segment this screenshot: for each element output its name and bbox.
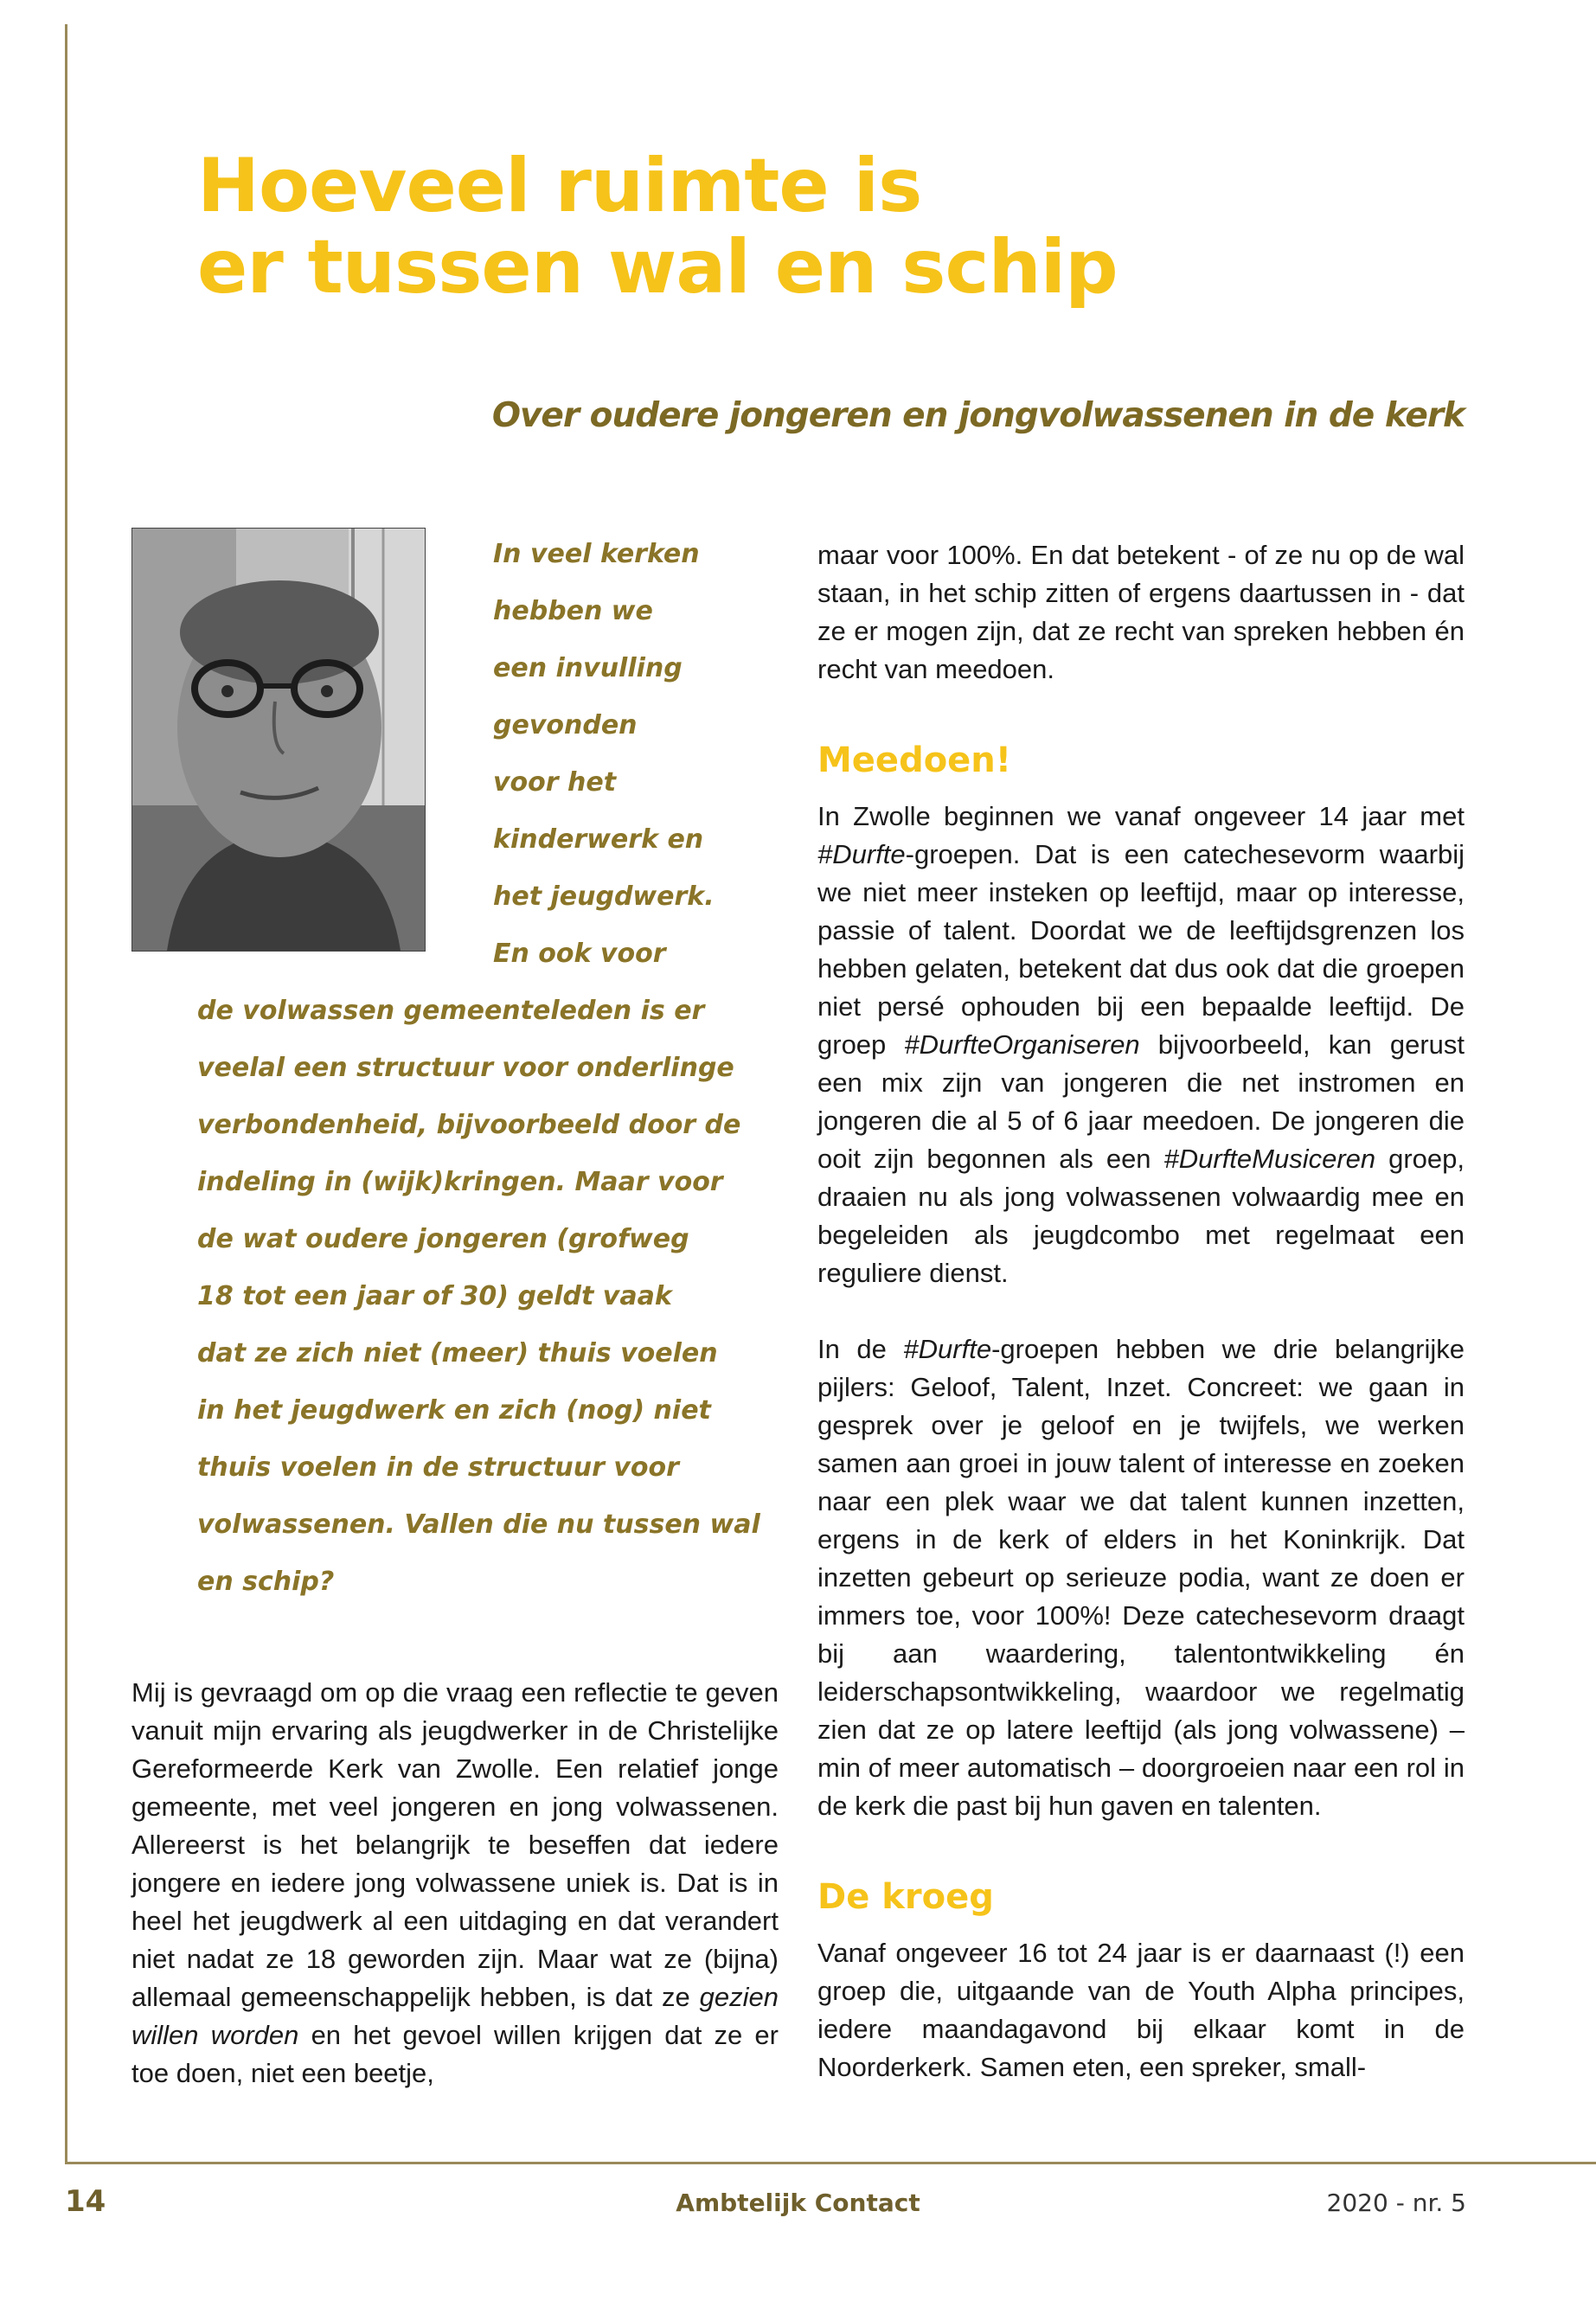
body-column-left: [131, 1674, 779, 2093]
article-subtitle: Over oudere jongeren en jongvolwassenen in de kerk: [491, 396, 1465, 435]
article-title: [197, 143, 1118, 311]
intro-line: verbondenheid, bijvoorbeeld door de: [197, 1110, 741, 1140]
text-run: Mij is gevraagd om op die vraag een reflectie te geven vanuit mijn ervaring als jeugdwerker in de Christelijke Gereformeerde Kerk van Zwolle. Een relatief jonge gemeente, met veel jongeren en jong volwassenen. Allereerst is het belangrijk te beseffen dat iedere jongere en iedere jong volwassene uniek is. Dat is in heel het jeugdwerk al een uitdaging en dat verandert niet nadat ze 18 geworden zijn. Maar wat ze (bijna) allemaal gemeenschappelijk hebben, is dat ze: [131, 1677, 779, 2012]
text-run: In de: [817, 1334, 904, 1364]
section-heading-de-kroeg: De kroeg: [817, 1877, 994, 1917]
left-margin-rule: [65, 24, 67, 2164]
intro-line: volwassenen. Vallen die nu tussen wal: [197, 1509, 760, 1540]
footer-rule: [65, 2162, 1596, 2164]
intro-line: 18 tot een jaar of 30) geldt vaak: [197, 1281, 672, 1311]
intro-line: hebben we: [493, 596, 653, 626]
author-photo: [131, 528, 426, 952]
intro-line: een invulling: [493, 653, 683, 683]
emphasis: gezien willen worden: [131, 1982, 779, 2050]
text-run: -groepen. Dat is een catechesevorm waarbij we niet meer insteken op leeftijd, maar op interesse, passie of talent. Doordat we de leeftijdsgrenzen los hebben gelaten, betekent dat dus ook dat die groepen niet persé ophouden bij een bepaalde leeftijd. De groep: [817, 839, 1465, 1060]
emphasis: #DurfteMusiceren: [1163, 1144, 1376, 1174]
intro-line: voor het: [493, 767, 617, 798]
page-number: 14: [65, 2184, 106, 2219]
intro-line: dat ze zich niet (meer) thuis voelen: [197, 1338, 718, 1368]
emphasis: #Durfte: [903, 1334, 992, 1364]
text-run: bijvoorbeeld, kan gerust een mix zijn van jongeren die net instromen en jongeren die al 5 of 6 jaar meedoen. De jongeren die ooit zijn begonnen als een: [817, 1029, 1465, 1174]
body-paragraph: [131, 1674, 779, 2093]
emphasis: #DurfteOrganiseren: [904, 1029, 1140, 1060]
body-column-right: [817, 536, 1465, 2086]
intro-line: indeling in (wijk)kringen. Maar voor: [197, 1167, 723, 1197]
intro-line: de wat oudere jongeren (grofweg: [197, 1224, 689, 1254]
text-run: -groepen hebben we drie belangrijke pijlers: Geloof, Talent, Inzet. Concreet: we gaan in gesprek over je geloof en je twijfels, we werken samen aan groei in jouw talent of interesse en zoeken naar een plek waar we dat talent kunnen inzetten, ergens in de kerk of elders in het Koninkrijk. Dat inzetten gebeurt op serieuze podia, want ze doen er immers toe, voor 100%! Deze catechesevorm draagt bij aan waardering, talentontwikkeling én leiderschapsontwikkeling, waardoor we regelmatig zien dat ze op latere leeftijd (als jong volwassene) – min of meer automatisch – doorgroeien naar een rol in de kerk die past bij hun gaven en talenten.: [817, 1334, 1465, 1821]
text-run: en het gevoel willen krijgen dat ze er toe doen, niet een beetje,: [131, 2020, 779, 2088]
intro-line: En ook voor: [493, 939, 666, 969]
magazine-name: Ambtelijk Contact: [676, 2189, 920, 2217]
title-line-1: Hoeveel ruimte is: [197, 143, 922, 229]
intro-beside-photo: [493, 526, 753, 983]
body-paragraph: [817, 798, 1465, 1292]
emphasis: #Durfte: [817, 839, 906, 869]
title-line-2: er tussen wal en schip: [197, 224, 1118, 311]
intro-line: In veel kerken: [493, 539, 700, 569]
issue-label: 2020 - nr. 5: [1326, 2189, 1466, 2217]
intro-line: veelal een structuur voor onderlinge: [197, 1053, 734, 1083]
intro-line: kinderwerk en: [493, 824, 704, 855]
body-paragraph: maar voor 100%. En dat betekent - of ze nu op de wal staan, in het schip zitten of ergens daartussen in - dat ze er mogen zijn, dat ze recht van spreken hebben én recht van meedoen.: [817, 540, 1465, 684]
text-run: In Zwolle beginnen we vanaf ongeveer 14 jaar met: [817, 801, 1465, 831]
intro-line: en schip?: [197, 1567, 335, 1597]
intro-line: gevonden: [493, 710, 638, 740]
author-portrait-illustration: [132, 529, 425, 951]
intro-line: thuis voelen in de structuur voor: [197, 1452, 679, 1483]
body-paragraph: Vanaf ongeveer 16 tot 24 jaar is er daarnaast (!) een groep die, uitgaande van de Youth Alpha principes, iedere maandagavond bij elkaar komt in de Noorderkerk. Samen eten, een spreker, small-: [817, 1938, 1465, 2082]
intro-below-photo: [197, 983, 768, 1611]
intro-line: het jeugdwerk.: [493, 881, 715, 912]
intro-line: in het jeugdwerk en zich (nog) niet: [197, 1395, 711, 1426]
intro-line: de volwassen gemeenteleden is er: [197, 996, 705, 1026]
body-paragraph: [817, 1330, 1465, 1825]
text-run: groep, draaien nu als jong volwassenen volwaardig mee en begeleiden als jeugdcombo met regelmaat een reguliere dienst.: [817, 1144, 1465, 1288]
section-heading-meedoen: Meedoen!: [817, 740, 1012, 780]
